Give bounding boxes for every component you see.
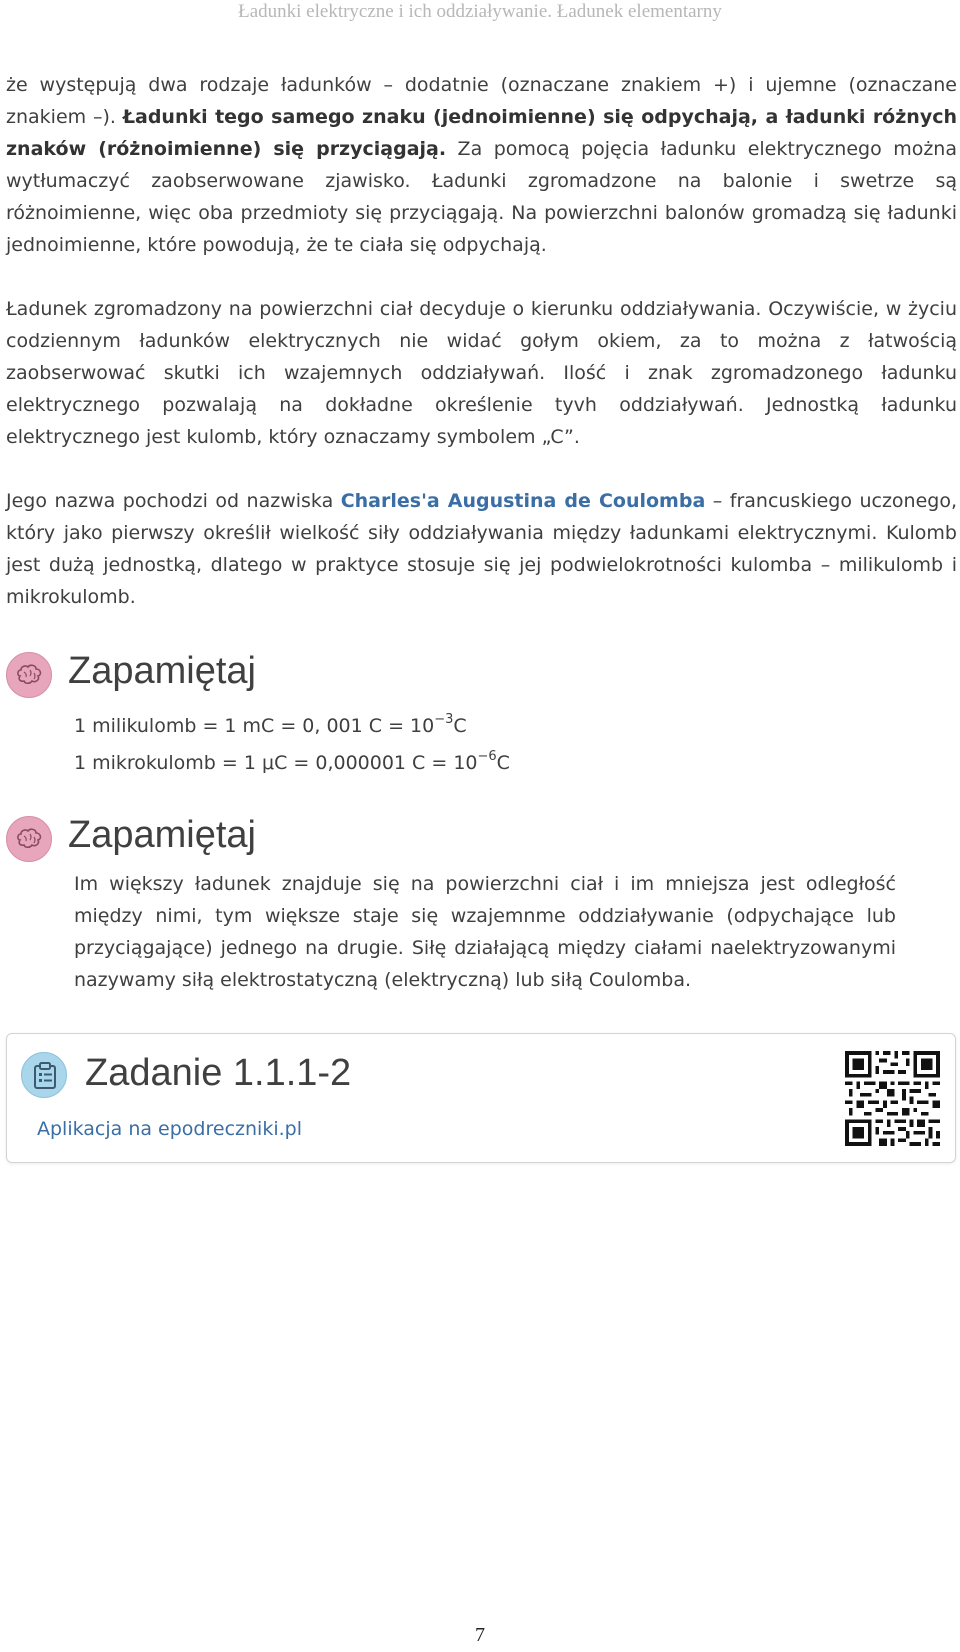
- formula-microcoulomb: 1 mikrokulomb = 1 μC = 0,000001 $C = 10^{-6}C$: [74, 748, 510, 774]
- brain-icon: [6, 652, 52, 698]
- page-number: 7: [475, 1624, 485, 1646]
- coulomb-link[interactable]: Charles'a Augustina de Coulomba: [340, 490, 706, 512]
- remember-title: Zapamiętaj: [68, 650, 256, 692]
- brain-icon: [6, 816, 52, 862]
- paragraph-2: Ładunek zgromadzony na powierzchni ciał decyduje o kierunku oddziaływania. Oczywiście, w życiu codziennym ładunków elektrycznych nie widać gołym okiem, za to można z łatwością zaobserwować skutki ich wzajemnych oddziaływań. Ilość i znak zgromadzonego ładunku elektrycznego pozwalają na dokładne określenie tyvh oddziaływań. Jednostką ładunku elektrycznego jest kulomb, który oznaczamy symbolem „C”.: [6, 298, 957, 448]
- running-header: Ładunki elektryczne i ich oddziaływanie. Ładunek elementarny: [238, 1, 722, 22]
- remember-title: Zapamiętaj: [68, 814, 256, 856]
- clipboard-icon: [21, 1052, 67, 1098]
- formula-millicoulomb: 1 milikulomb = 1 mC = 0, 001 $C = 10^{-3}C$: [74, 711, 467, 737]
- paragraph-3: Jego nazwa pochodzi od nazwiska Charles'a Augustina de Coulomba – francuskiego uczonego, który jako pierwszy określił wielkość siły oddziaływania między ładunkami elektrycznymi. Kulomb jest dużą jednostką, dlatego w praktyce stosuje się jej podwielokrotności kulomba – milikulomb i mikrokulomb.: [6, 490, 958, 608]
- task-title: Zadanie 1.1.1-2: [85, 1052, 352, 1094]
- task-box: [6, 1033, 956, 1163]
- remember-text: Im większy ładunek znajduje się na powierzchni ciał i im mniejsza jest odległość między nimi, tym większe staje się wzajemnme oddziaływanie (odpychające lub przyciągające) jednego na drugie. Siłę działającą między ciałami naelektryzowanymi nazywamy siłą elektrostatyczną (elektryczną) lub siłą Coulomba.: [74, 873, 896, 991]
- bold-rule: Ładunki tego samego znaku (jednoimienne) się odpychają, a ładunki różnych znaków (różnoimienne) się przyciągają.: [6, 106, 957, 160]
- qr-code: [845, 1051, 940, 1146]
- remember-box-1: [6, 652, 906, 782]
- remember-box-2: [6, 816, 906, 996]
- paragraph-1: że występują dwa rodzaje ładunków – dodatnie (oznaczane znakiem +) i ujemne (oznaczane znakiem –). Ładunki tego samego znaku (jednoimienne) się odpychają, a ładunki różnych znaków (różnoimienne) się przyciągają. Za pomocą pojęcia ładunku elektrycznego można wytłumaczyć zaobserwowane zjawisko. Ładunki zgromadzone na balonie i swetrze są różnoimienne, więc oba przedmioty się przyciągają. Na powierzchni balonów gromadzą się ładunki jednoimienne, które powodują, że te ciała się odpychają.: [6, 74, 957, 256]
- main-text: [6, 69, 957, 613]
- app-link[interactable]: Aplikacja na epodreczniki.pl: [37, 1118, 302, 1140]
- remember-formulas: [74, 708, 510, 782]
